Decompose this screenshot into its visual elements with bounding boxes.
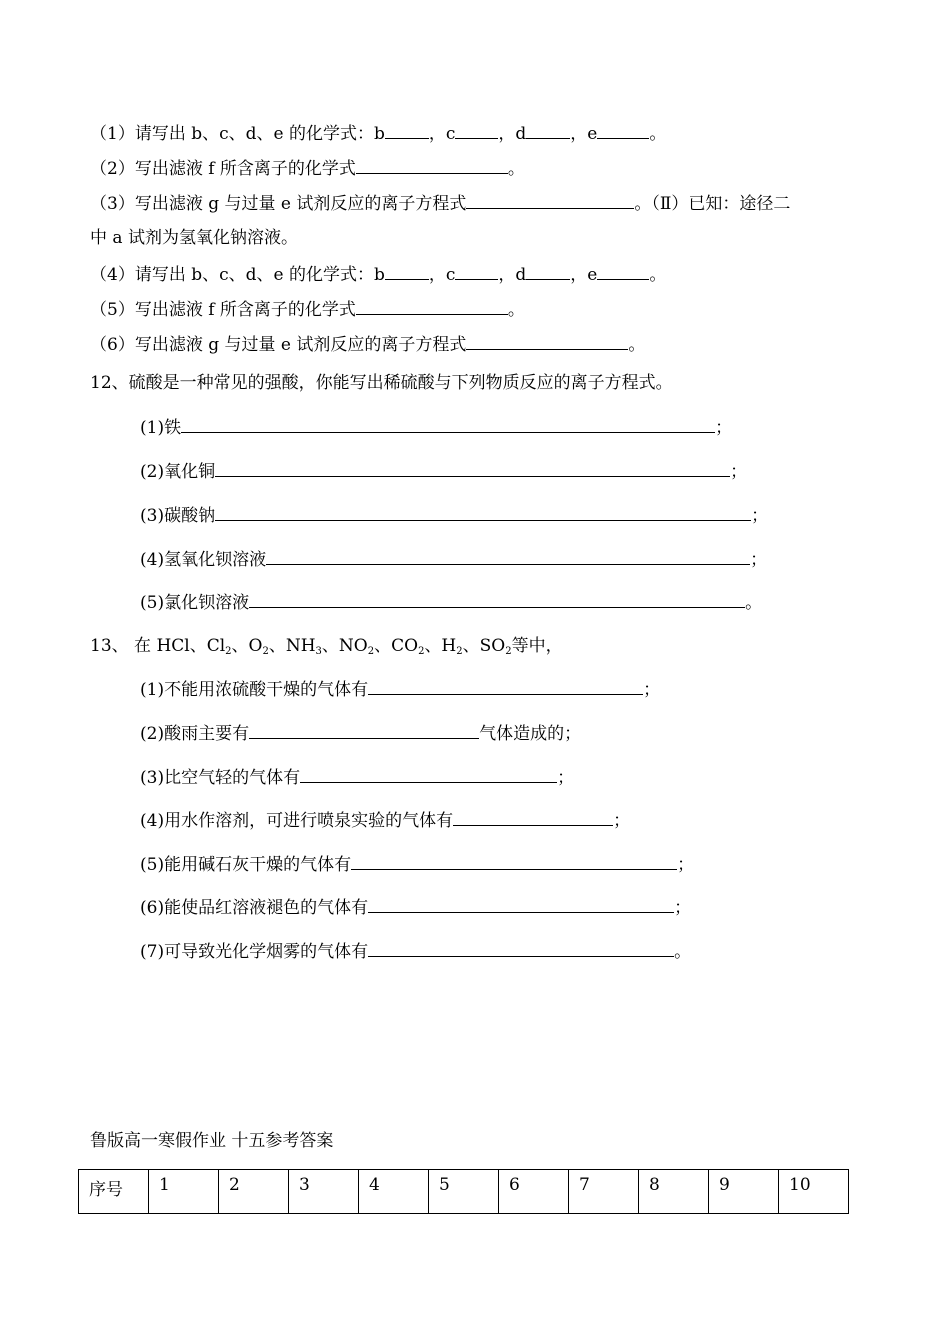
q11-line-6: （6）写出滤液 g 与过量 e 试剂反应的离子方程式 。 <box>90 332 645 357</box>
answer-table-cell: 8 <box>639 1170 709 1214</box>
answer-blank-g-equation[interactable] <box>466 191 634 209</box>
answer-blank-d2[interactable] <box>526 262 570 280</box>
q13-blank-1[interactable] <box>368 677 643 695</box>
q13-item-4: (4)用水作溶剂，可进行喷泉实验的气体有 ； <box>140 808 630 833</box>
q12-item-3: (3)碳酸钠 ； <box>140 503 768 528</box>
q13-item-3: (3)比空气轻的气体有 ； <box>140 765 574 790</box>
answer-blank-e[interactable] <box>597 121 649 139</box>
q13-item-7: (7)可导致光化学烟雾的气体有 。 <box>140 939 691 964</box>
q13-title: 13、 在 HCl、$Cl_2$、$O_2$、$NH_3$、$NO_2$、$CO_2$、$H_2$、$SO_2$等中， <box>90 636 563 657</box>
q12-blank-2[interactable] <box>215 459 730 477</box>
answer-table-cell: 1 <box>149 1170 219 1214</box>
answer-table-cell: 2 <box>219 1170 289 1214</box>
q11-line-1: （1）请写出 b、c、d、e 的化学式：b ，c ，d ，e 。 <box>90 121 666 146</box>
answer-table-cell: 7 <box>569 1170 639 1214</box>
answer-table-cell: 9 <box>709 1170 779 1214</box>
q12-blank-1[interactable] <box>181 415 715 433</box>
answer-table-cell: 4 <box>359 1170 429 1214</box>
q12-blank-5[interactable] <box>249 590 745 608</box>
q12-item-2: (2)氧化铜 ； <box>140 459 747 484</box>
answer-table-cell: 6 <box>499 1170 569 1214</box>
answer-blank-b[interactable] <box>385 121 429 139</box>
q12-blank-4[interactable] <box>266 547 750 565</box>
answer-blank-f-ions-2[interactable] <box>356 297 508 315</box>
q13-blank-6[interactable] <box>368 895 674 913</box>
answer-blank-b2[interactable] <box>385 262 429 280</box>
q13-blank-5[interactable] <box>351 852 677 870</box>
q12-item-1: (1)铁 ； <box>140 415 732 440</box>
q13-blank-2[interactable] <box>249 721 479 739</box>
answer-blank-e2[interactable] <box>597 262 649 280</box>
q11-line-3: （3）写出滤液 g 与过量 e 试剂反应的离子方程式 。（Ⅱ）已知：途径二 <box>90 191 790 216</box>
answer-blank-f-ions[interactable] <box>356 156 508 174</box>
answer-table-cell: 10 <box>779 1170 849 1214</box>
q11-line-5: （5）写出滤液 f 所含离子的化学式 。 <box>90 297 525 322</box>
answer-blank-c2[interactable] <box>455 262 498 280</box>
q13-blank-3[interactable] <box>300 765 557 783</box>
answer-blank-g-equation-2[interactable] <box>466 332 628 350</box>
q11-line-3b: 中 a 试剂为氢氧化钠溶液。 <box>90 228 298 248</box>
q13-blank-4[interactable] <box>453 808 613 826</box>
answer-key-title: 鲁版高一寒假作业 十五参考答案 <box>90 1131 334 1151</box>
q13-item-6: (6)能使品红溶液褪色的气体有 ； <box>140 895 691 920</box>
q12-item-5: (5)氯化钡溶液 。 <box>140 590 762 615</box>
answer-blank-c[interactable] <box>455 121 498 139</box>
answer-table <box>78 1169 849 1214</box>
q12-item-4: (4)氢氧化钡溶液 ； <box>140 547 767 572</box>
q13-blank-7[interactable] <box>368 939 674 957</box>
q11-line-2: （2）写出滤液 f 所含离子的化学式 。 <box>90 156 525 181</box>
q12-blank-3[interactable] <box>215 503 751 521</box>
answer-table-header-row <box>79 1170 849 1214</box>
answer-table-cell: 5 <box>429 1170 499 1214</box>
answer-table-cell: 3 <box>289 1170 359 1214</box>
q13-item-5: (5)能用碱石灰干燥的气体有 ； <box>140 852 694 877</box>
q12-title: 12、硫酸是一种常见的强酸，你能写出稀硫酸与下列物质反应的离子方程式。 <box>90 373 673 393</box>
answer-table-cell: 序号 <box>79 1170 149 1214</box>
q13-item-2: (2)酸雨主要有 气体造成的； <box>140 721 581 746</box>
q13-item-1: (1)不能用浓硫酸干燥的气体有 ； <box>140 677 660 702</box>
answer-blank-d[interactable] <box>526 121 570 139</box>
q11-line-4: （4）请写出 b、c、d、e 的化学式：b ，c ，d ，e 。 <box>90 262 666 287</box>
